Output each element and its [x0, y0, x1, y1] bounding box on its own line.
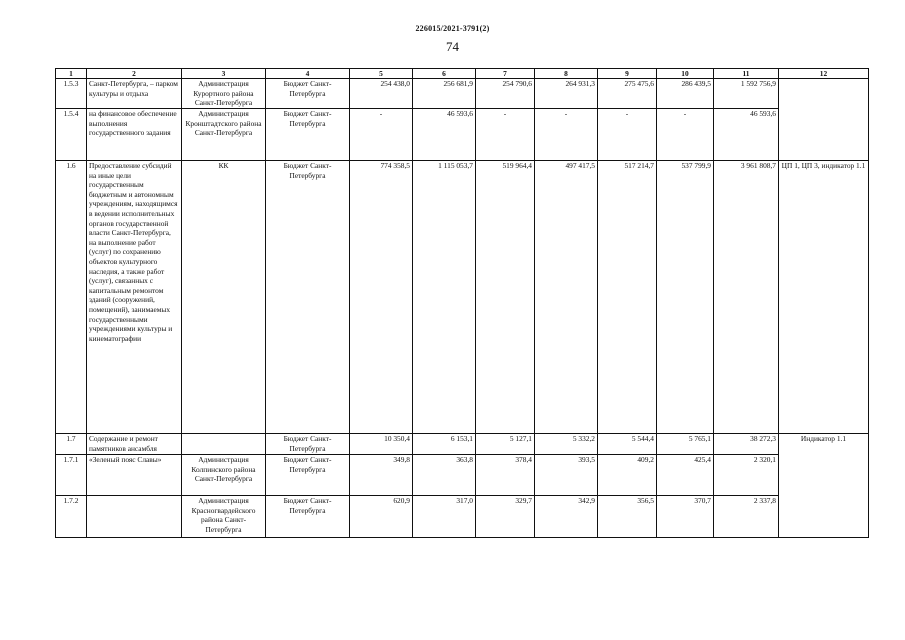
value-cell: 409,2 — [598, 455, 657, 496]
row-number: 1.5.3 — [56, 79, 87, 109]
value-cell: 393,5 — [535, 455, 598, 496]
column-header: 8 — [535, 69, 598, 79]
column-header: 4 — [266, 69, 350, 79]
row-executor: Администрация Курортного района Санкт-Петербурга — [182, 79, 266, 109]
table-row — [56, 496, 869, 538]
row-number: 1.6 — [56, 161, 87, 434]
column-header: 1 — [56, 69, 87, 79]
value-cell: 254 790,6 — [476, 79, 535, 109]
row-source: Бюджет Санкт-Петербурга — [266, 109, 350, 161]
indicator-cell: Индикатор 1.1 — [779, 434, 869, 538]
column-header: 5 — [350, 69, 413, 79]
total-cell: 2 337,8 — [714, 496, 779, 538]
value-cell: 517 214,7 — [598, 161, 657, 434]
indicator-cell — [779, 79, 869, 161]
value-cell: 1 115 053,7 — [413, 161, 476, 434]
value-cell: 329,7 — [476, 496, 535, 538]
value-cell: - — [476, 109, 535, 161]
value-cell: 356,5 — [598, 496, 657, 538]
value-cell: 5 332,2 — [535, 434, 598, 455]
value-cell: - — [535, 109, 598, 161]
total-cell: 3 961 808,7 — [714, 161, 779, 434]
row-executor: КК — [182, 161, 266, 434]
row-number: 1.7.2 — [56, 496, 87, 538]
row-executor: Администрация Красногвардейского района Санкт-Петербурга — [182, 496, 266, 538]
column-header: 3 — [182, 69, 266, 79]
value-cell: 774 358,5 — [350, 161, 413, 434]
column-header: 12 — [779, 69, 869, 79]
value-cell: 519 964,4 — [476, 161, 535, 434]
row-executor: Администрация Колпинского района Санкт-Петербурга — [182, 455, 266, 496]
value-cell: - — [598, 109, 657, 161]
row-number: 1.7.1 — [56, 455, 87, 496]
value-cell: 370,7 — [657, 496, 714, 538]
value-cell: 5 765,1 — [657, 434, 714, 455]
value-cell: 620,9 — [350, 496, 413, 538]
indicator-cell: ЦП 1, ЦП 3, индикатор 1.1 — [779, 161, 869, 434]
table-row — [56, 161, 869, 434]
value-cell: 317,0 — [413, 496, 476, 538]
column-header: 9 — [598, 69, 657, 79]
value-cell: 349,8 — [350, 455, 413, 496]
column-header: 7 — [476, 69, 535, 79]
column-header: 2 — [87, 69, 182, 79]
value-cell: 537 799,9 — [657, 161, 714, 434]
value-cell: 5 544,4 — [598, 434, 657, 455]
value-cell: 378,4 — [476, 455, 535, 496]
row-name: на финансовое обеспечение выполнения государственного задания — [87, 109, 182, 161]
column-number-row — [56, 69, 869, 79]
total-cell: 1 592 756,9 — [714, 79, 779, 109]
row-number: 1.5.4 — [56, 109, 87, 161]
row-source: Бюджет Санкт-Петербурга — [266, 161, 350, 434]
column-header: 6 — [413, 69, 476, 79]
document-registration-number: 226015/2021-3791(2) — [415, 24, 490, 33]
value-cell: 286 439,5 — [657, 79, 714, 109]
row-name: Санкт-Петербурга, – парком культуры и отдыха — [87, 79, 182, 109]
value-cell: 254 438,0 — [350, 79, 413, 109]
row-source: Бюджет Санкт-Петербурга — [266, 455, 350, 496]
value-cell: 6 153,1 — [413, 434, 476, 455]
row-number: 1.7 — [56, 434, 87, 455]
row-executor: Администрация Кронштадтского района Санкт-Петербурга — [182, 109, 266, 161]
value-cell: 46 593,6 — [413, 109, 476, 161]
row-source: Бюджет Санкт-Петербурга — [266, 434, 350, 455]
table-row — [56, 109, 869, 161]
total-cell: 46 593,6 — [714, 109, 779, 161]
value-cell: 363,8 — [413, 455, 476, 496]
row-name: Предоставление субсидий на иные цели государственным бюджетным и автономным учреждениям, находящимся в ведении исполнительных органов государственной власти Санкт-Петербурга, на выполнение работ (услуг) по сохранению объектов культурного наследия, а также работ (услуг), связанных с капитальным ремонтом зданий (сооружений, помещений), занимаемых государственными учреждениями культуры и кинематографии — [87, 161, 182, 434]
row-source: Бюджет Санкт-Петербурга — [266, 496, 350, 538]
page-number: 74 — [446, 39, 459, 54]
value-cell: 425,4 — [657, 455, 714, 496]
total-cell: 38 272,3 — [714, 434, 779, 455]
table-row — [56, 79, 869, 109]
value-cell: 497 417,5 — [535, 161, 598, 434]
column-header: 11 — [714, 69, 779, 79]
value-cell: 264 931,3 — [535, 79, 598, 109]
row-name: Содержание и ремонт памятников ансамбля — [87, 434, 182, 455]
value-cell: 342,9 — [535, 496, 598, 538]
row-name — [87, 496, 182, 538]
value-cell: 275 475,6 — [598, 79, 657, 109]
column-header: 10 — [657, 69, 714, 79]
row-name: «Зеленый пояс Славы» — [87, 455, 182, 496]
program-budget-table — [55, 68, 869, 538]
total-cell: 2 320,1 — [714, 455, 779, 496]
value-cell: - — [350, 109, 413, 161]
row-executor — [182, 434, 266, 455]
value-cell: - — [657, 109, 714, 161]
value-cell: 256 681,9 — [413, 79, 476, 109]
value-cell: 5 127,1 — [476, 434, 535, 455]
table-row — [56, 455, 869, 496]
row-source: Бюджет Санкт-Петербурга — [266, 79, 350, 109]
table-row — [56, 434, 869, 455]
value-cell: 10 350,4 — [350, 434, 413, 455]
